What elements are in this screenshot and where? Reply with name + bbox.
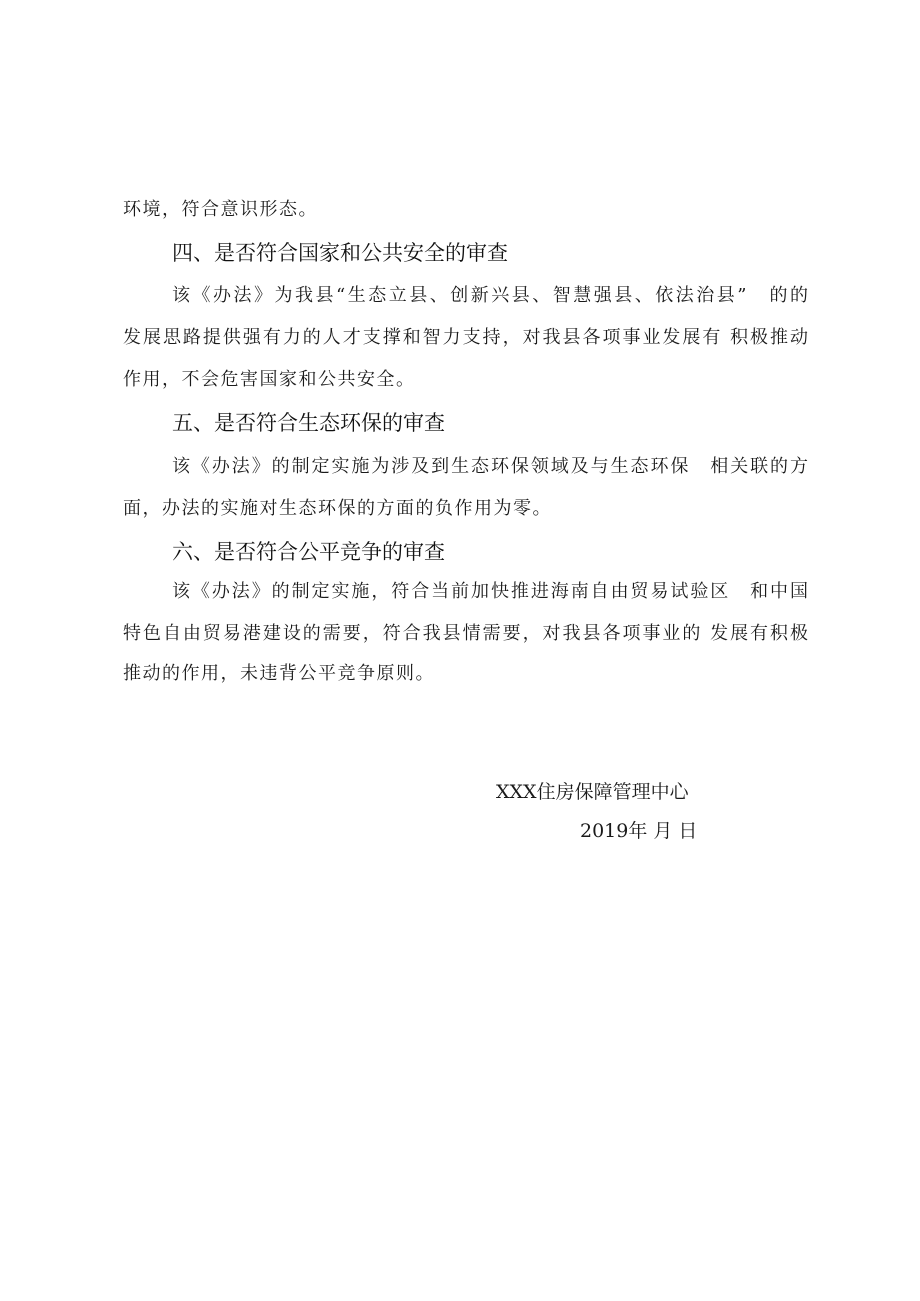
opening-line: 环境，符合意识形态。: [123, 199, 318, 220]
section-6-line-1: 该《办法》的制定实施，符合当前加快推进海南自由贸易试验区 和中国: [172, 581, 808, 602]
section-4-line-3: 作用，不会危害国家和公共安全。: [123, 369, 416, 390]
section-heading-6: 六、是否符合公平竞争的审查: [172, 540, 445, 564]
section-heading-4: 四、是否符合国家和公共安全的审查: [172, 241, 508, 265]
section-4-line-1: 该《办法》为我县“生态立县、创新兴县、智慧强县、依法治县” 的的: [172, 285, 808, 306]
section-5-line-2: 面，办法的实施对生态环保的方面的负作用为零。: [123, 498, 552, 519]
section-5-line-1: 该《办法》的制定实施为涉及到生态环保领域及与生态环保 相关联的方: [172, 456, 808, 477]
section-heading-5: 五、是否符合生态环保的审查: [172, 411, 445, 435]
section-4-line-2: 发展思路提供强有力的人才支撑和智力支持，对我县各项事业发展有 积极推动: [123, 327, 808, 348]
signature-organization: XXX住房保障管理中心: [496, 781, 689, 803]
section-6-line-2: 特色自由贸易港建设的需要，符合我县情需要，对我县各项事业的 发展有积极: [123, 623, 808, 644]
signature-date: 2019年 月 日: [580, 820, 698, 842]
section-6-line-3: 推动的作用，未违背公平竞争原则。: [123, 663, 435, 684]
